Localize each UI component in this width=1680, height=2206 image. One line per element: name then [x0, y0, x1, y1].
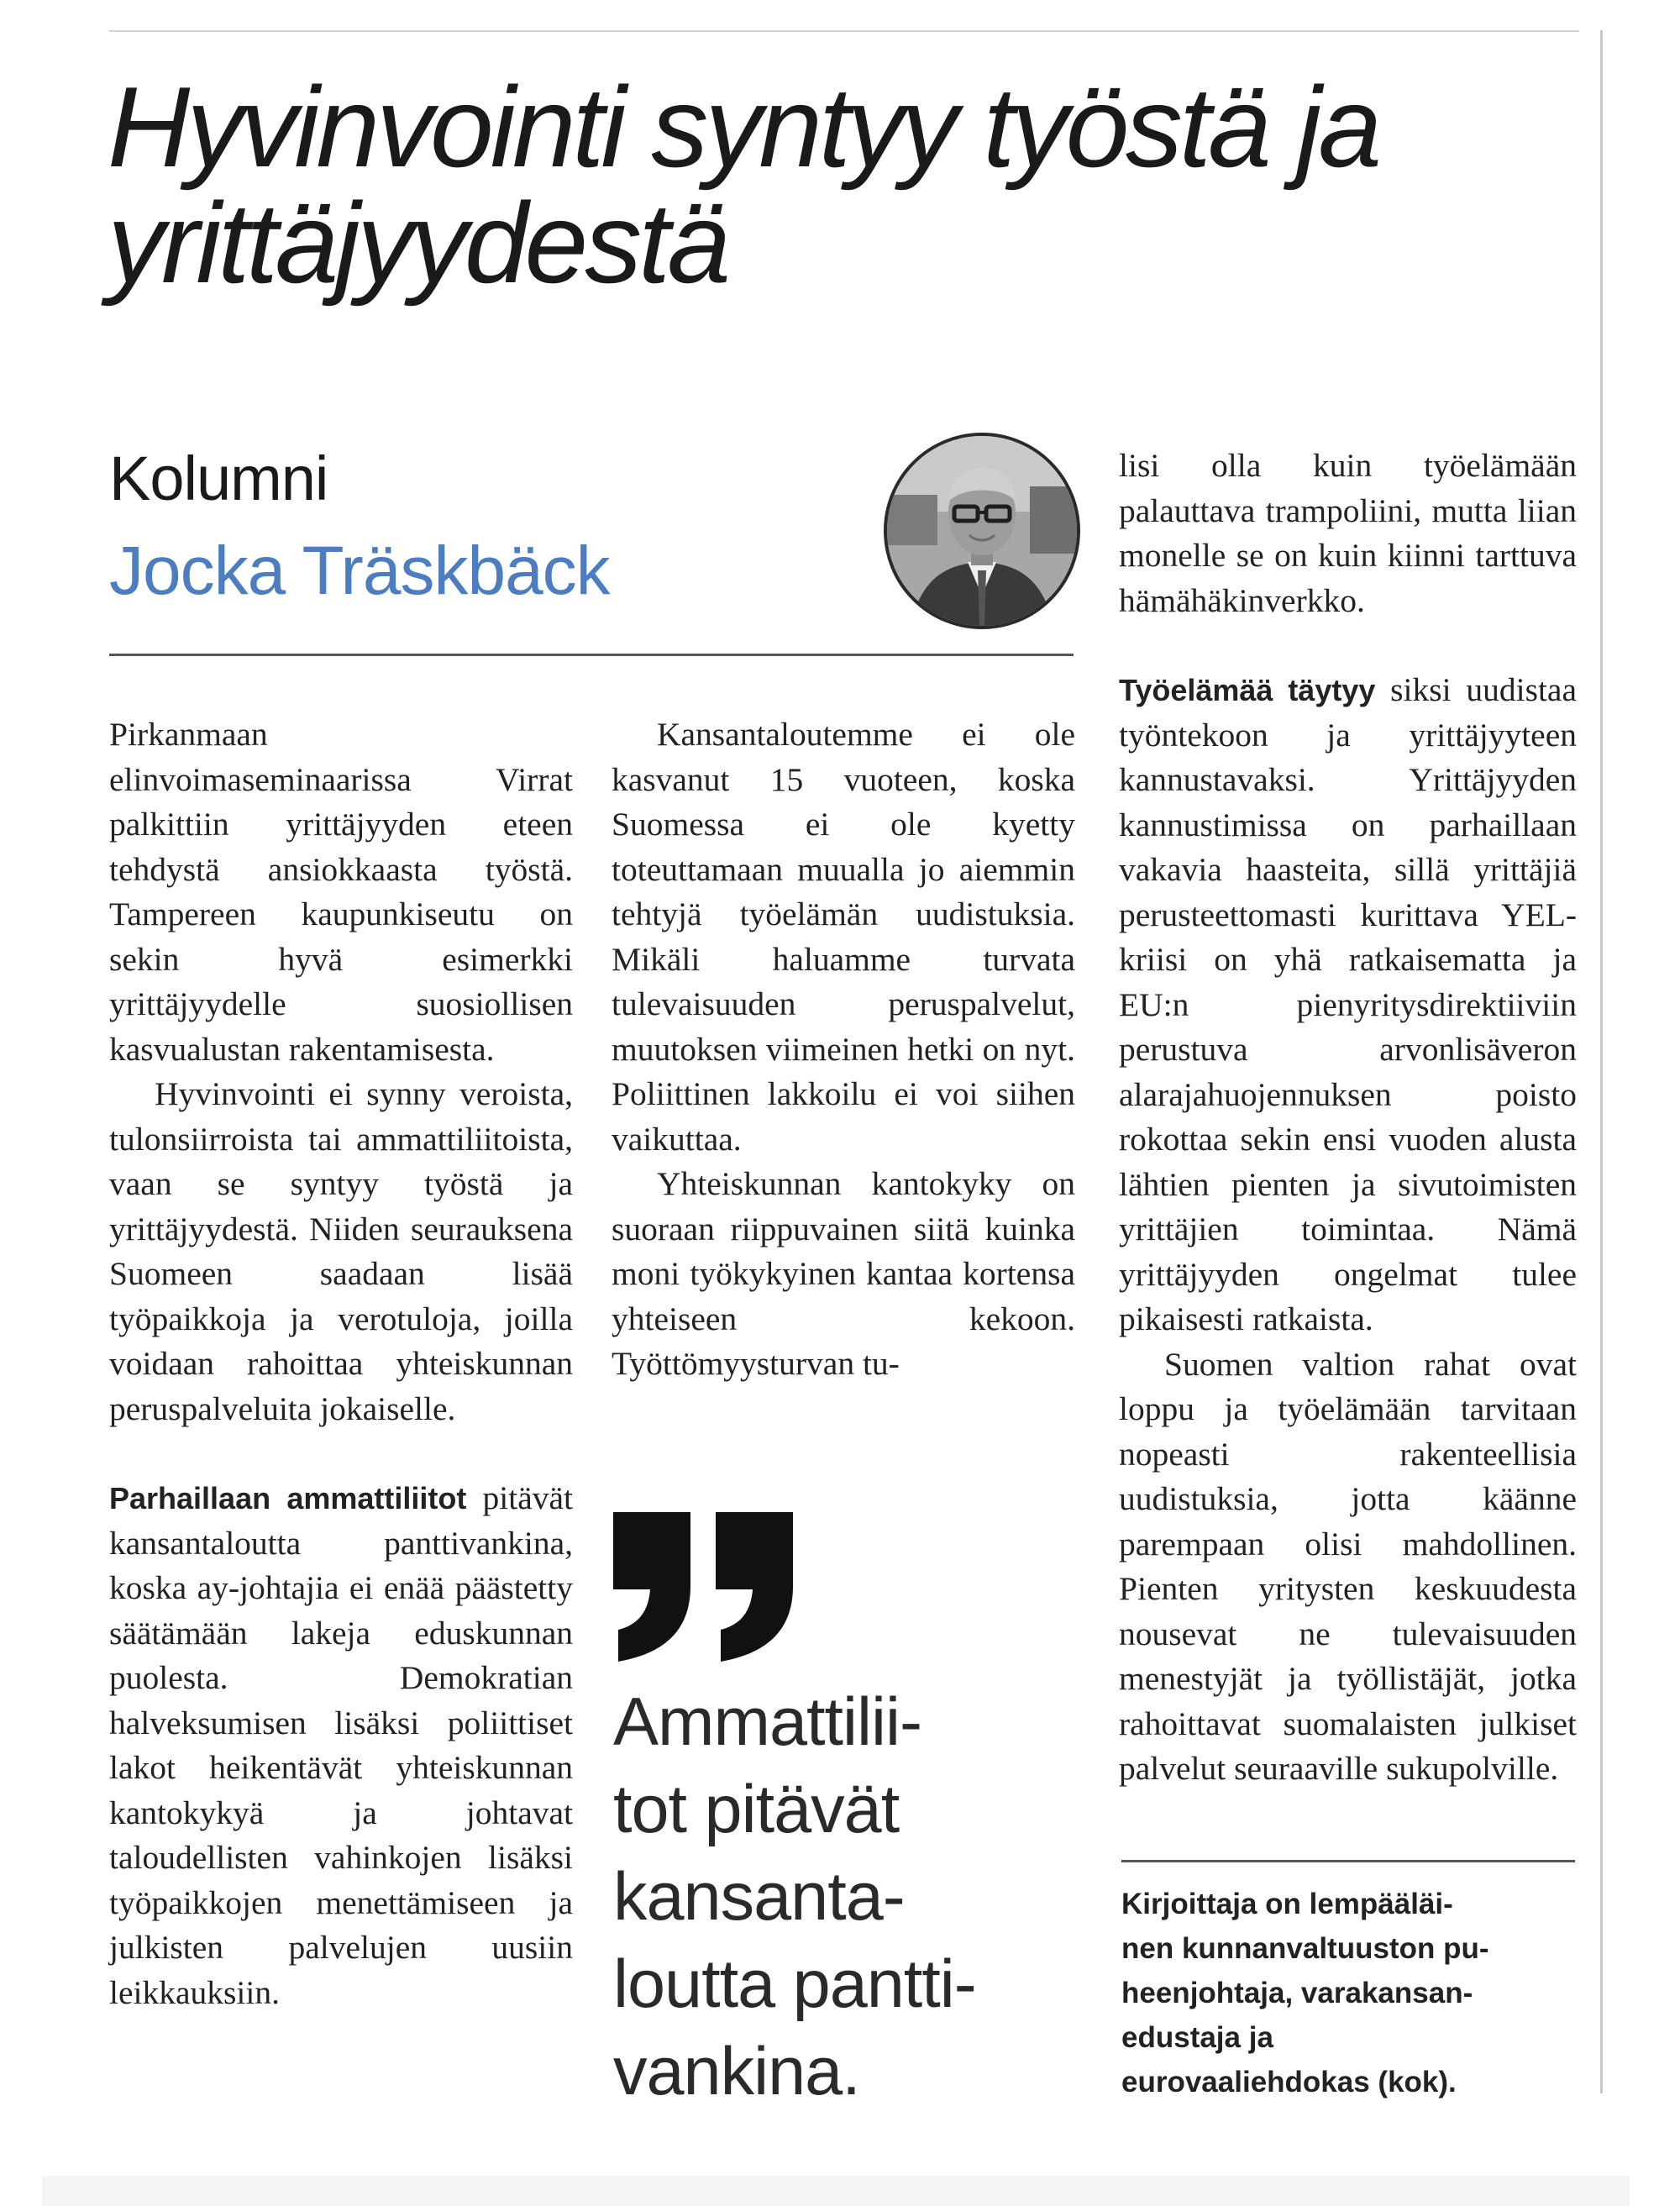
paragraph: Hyvinvointi ei synny veroista, tulonsiirroista tai ammattiliitoista, vaan se syntyy työstä ja yrittäjyydestä. Niiden seurauksena Suomeen saadaan lisää työpaikkoja ja verotuloja, joilla voidaan rahoittaa yhteiskunnan peruspalveluita jokaiselle.: [109, 1075, 573, 1427]
bio-line: heenjohtaja, varakansan-: [1121, 1977, 1473, 2009]
author-portrait: [884, 433, 1080, 629]
bio-line: edustaja ja: [1121, 2021, 1273, 2054]
paragraph-text: pitävät kansantaloutta panttivankina, koska ay-johtajia ei enää päästetty säätämään lakeja eduskunnan puolesta. Demokratian halveksumisen lisäksi poliittiset lakot heikentävät yhteiskunnan kantokykyä ja johtavat taloudellisten vahinkojen lisäksi työpaikkojen menettämiseen ja julkisten palvelujen uusiin leikkauksiin.: [109, 1479, 573, 2011]
paragraph: Kansantaloutemme ei ole kasvanut 15 vuoteen, koska Suomessa ei ole kyetty toteuttamaan muualla jo aiemmin tehtyjä työelämän uudistuksia. Mikäli haluamme turvata tulevaisuuden peruspalvelut, muutoksen viimeinen hetki on nyt. Poliittinen lakkoilu ei voi siihen vaikuttaa.: [612, 716, 1075, 1158]
page-bottom-edge: [42, 2176, 1630, 2206]
paragraph: Suomen valtion rahat ovat loppu ja työelämään tarvitaan nopeasti rakenteellisia uudistuksia, jotta käänne parempaan olisi mahdollinen. Pienten yritysten keskuudesta nousevat ne tulevaisuuden menestyjät ja työllistäjät, jotka rahoittavat suomalaisten julkiset palvelut seuraaville sukupolville.: [1119, 1345, 1577, 1787]
header-divider: [109, 654, 1074, 656]
column-kicker: Kolumni: [109, 444, 328, 513]
bio-line: Kirjoittaja on lempääläi-: [1121, 1888, 1453, 1920]
top-divider: [109, 30, 1579, 32]
author-name: Jocka Träskbäck: [109, 533, 610, 609]
paragraph-text: siksi uudistaa työntekoon ja yrittäjyyteen kannustavaksi. Yrittäjyyden kannustimissa on parhaillaan vakavia haasteita, sillä yrittäjiä perusteettomasti kurittava YEL-kriisi on yhä ratkaisematta ja EU:n pienyritysdirektiiviin perustuva arvonlisäveron alarajahuojennuksen poisto rokottaa sekin ensi vuoden alusta lähtien pienten ja sivutoimisten yrittäjien toimintaa. Nämä yrittäjyyden ongelmat tulee pikaisesti ratkaista.: [1119, 671, 1577, 1337]
author-bio: [1121, 1882, 1575, 2104]
paragraph-lead-in: Parhaillaan ammattiliitot: [109, 1481, 467, 1515]
article-column-3: [1119, 444, 1577, 1792]
pull-quote-line: Ammattilii-: [613, 1684, 921, 1760]
pull-quote-line: tot pitävät: [613, 1772, 900, 1847]
paragraph: [109, 1476, 573, 2015]
paragraph-lead-in: Työelämää täytyy: [1119, 673, 1376, 707]
pull-quote-line: loutta pantti-: [613, 1946, 976, 2022]
article-column-1: [109, 712, 573, 2015]
page-right-divider: [1600, 30, 1603, 2093]
bio-divider: [1121, 1860, 1575, 1862]
quote-mark-icon: [613, 1512, 808, 1662]
paragraph: Pirkanmaan elinvoimaseminaarissa Virrat palkittiin yrittäjyyden eteen tehdystä ansiokkaasta työstä. Tampereen kaupunkiseutu on sekin hyvä esimerkki yrittäjyydelle suosiollisen kasvualustan rakentamisesta.: [109, 716, 573, 1068]
article-headline: Hyvinvointi syntyy työstä ja yrittäjyydestä: [108, 63, 1379, 307]
paragraph: Yhteiskunnan kantokyky on suoraan riippuvainen siitä kuinka moni työkykyinen kantaa kortensa yhteiseen kekoon. Työttömyysturvan tu-: [612, 1165, 1075, 1382]
paragraph: [1119, 668, 1577, 1342]
pull-quote-line: vankina.: [613, 2034, 860, 2109]
pull-quote-line: kansanta-: [613, 1859, 905, 1935]
paragraph: lisi olla kuin työelämään palauttava trampoliini, mutta liian monelle se on kuin kiinni tarttuva hämähäkinverkko.: [1119, 447, 1577, 619]
bio-line: nen kunnanvaltuuston pu-: [1121, 1932, 1489, 1965]
article-column-2: [612, 712, 1075, 1387]
pull-quote: [613, 1678, 1084, 2115]
bio-line: eurovaaliehdokas (kok).: [1121, 2066, 1457, 2098]
